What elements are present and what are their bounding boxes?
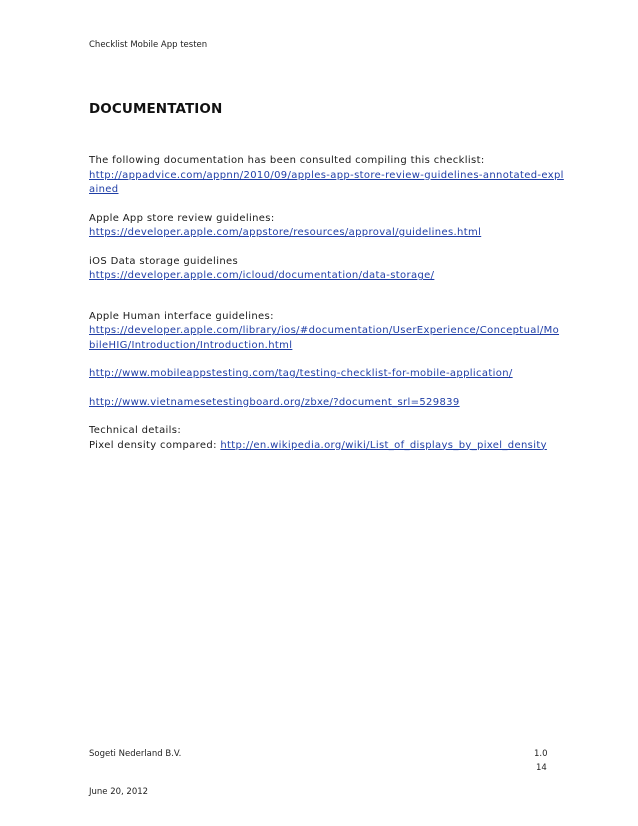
entry-label: Technical details: <box>89 425 182 436</box>
entry-review-guidelines-annotated <box>89 154 564 198</box>
entry-label: Apple App store review guidelines: <box>89 212 275 224</box>
documentation-content <box>89 154 564 453</box>
data-storage-link[interactable]: https://developer.apple.com/icloud/documentation/data-storage/ <box>89 270 435 281</box>
footer-page-number: 14 <box>536 763 547 773</box>
appadvice-link[interactable]: http://appadvice.com/appnn/2010/09/apples-app-store-review-guidelines-annotated-explained <box>89 169 564 195</box>
entry-app-store-guidelines <box>89 212 564 241</box>
page-header: Checklist Mobile App testen <box>89 40 208 50</box>
entry-label: Apple Human interface guidelines: <box>89 310 274 322</box>
mobileappstesting-link[interactable]: http://www.mobileappstesting.com/tag/testing-checklist-for-mobile-application/ <box>89 368 513 379</box>
footer-company: Sogeti Nederland B.V. <box>89 749 182 759</box>
footer-date: June 20, 2012 <box>89 787 149 797</box>
pixel-density-label: Pixel density compared: <box>89 439 221 451</box>
app-store-guidelines-link[interactable]: https://developer.apple.com/appstore/resources/approval/guidelines.html <box>89 227 482 238</box>
pixel-density-link[interactable]: http://en.wikipedia.org/wiki/List_of_displays_by_pixel_density <box>220 439 547 451</box>
entry-mobileappstesting <box>89 367 564 382</box>
section-title: DOCUMENTATION <box>89 101 223 117</box>
vietnamesetestingboard-link[interactable]: http://www.vietnamesetestingboard.org/zbxe/?document_srl=529839 <box>89 396 460 408</box>
entry-technical-details <box>89 424 564 453</box>
entry-label: iOS Data storage guidelines <box>89 255 239 267</box>
footer-version: 1.0 <box>534 749 548 759</box>
entry-vietnamesetestingboard <box>89 396 564 411</box>
human-interface-link[interactable]: https://developer.apple.com/library/ios/#documentation/UserExperience/Conceptual/MobileHIG/Introduction/Introduction.html <box>89 325 560 351</box>
entry-human-interface <box>89 310 564 354</box>
entry-data-storage <box>89 255 564 284</box>
entry-intro-text: The following documentation has been consulted compiling this checklist: <box>89 155 485 166</box>
